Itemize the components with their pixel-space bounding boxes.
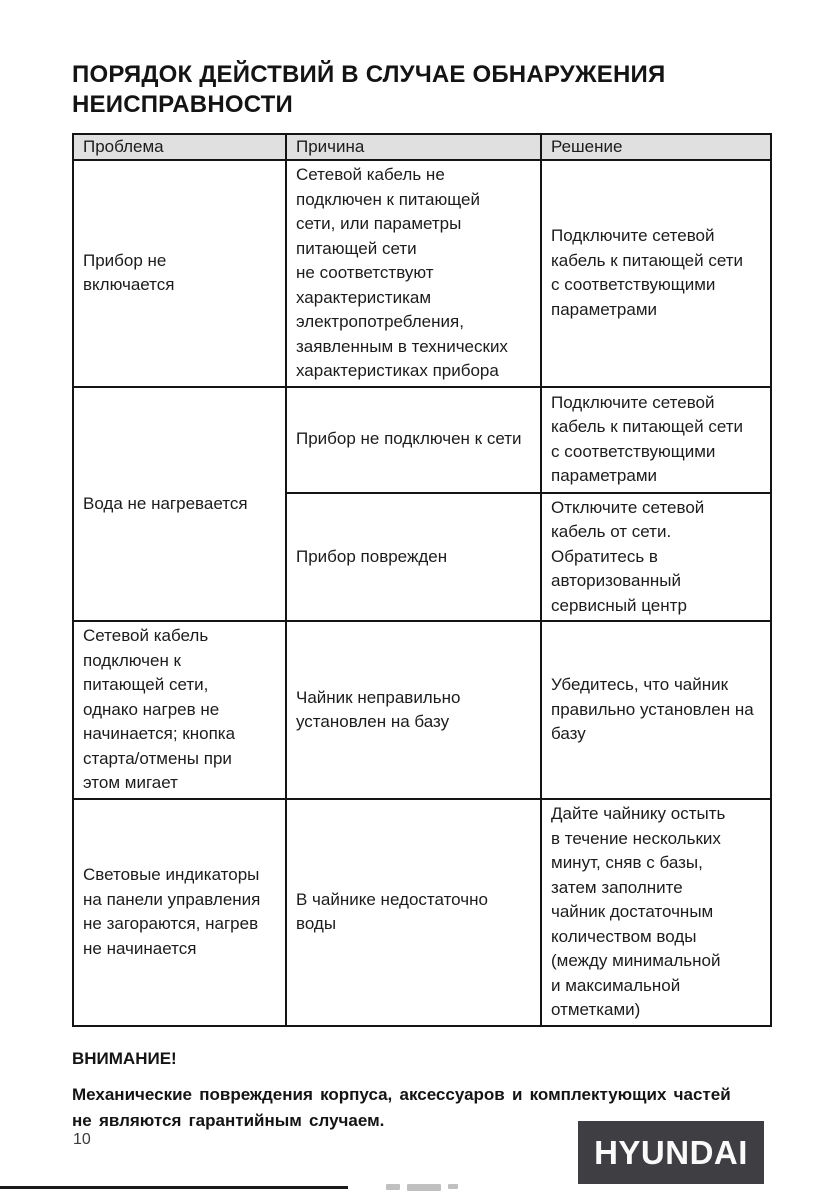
- page-content: [72, 60, 770, 1134]
- solution-cell: Подключите сетевой кабель к питающей сети с соответствующими параметрами: [541, 387, 771, 493]
- scan-artifact: [386, 1184, 458, 1191]
- cause-cell: Прибор поврежден: [286, 493, 541, 622]
- problem-cell: Сетевой кабель подключен к питающей сети, однако нагрев не начинается; кнопка старта/отмены при этом мигает: [73, 621, 286, 799]
- table-header-row: [73, 134, 771, 160]
- cause-cell: В чайнике недостаточно воды: [286, 799, 541, 1026]
- attention-text: Механические повреждения корпуса, аксессуаров и комплектующих частей не являются гарантийным случаем.: [72, 1084, 731, 1130]
- problem-cell: Прибор не включается: [73, 160, 286, 387]
- col-header-solution: Решение: [541, 134, 771, 160]
- page-number: 10: [73, 1131, 91, 1148]
- table-row: [73, 621, 771, 799]
- col-header-cause: Причина: [286, 134, 541, 160]
- solution-cell: Дайте чайнику остыть в течение нескольких минут, сняв с базы, затем заполните чайник достаточным количеством воды (между минимальной и максимальной отметками): [541, 799, 771, 1026]
- solution-cell: Подключите сетевой кабель к питающей сети с соответствующими параметрами: [541, 160, 771, 387]
- cause-cell: Чайник неправильно установлен на базу: [286, 621, 541, 799]
- cause-cell: Прибор не подключен к сети: [286, 387, 541, 493]
- cause-cell: Сетевой кабель не подключен к питающей сети, или параметры питающей сети не соответствуют характеристикам электропотребления, заявленным в технических характеристиках прибора: [286, 160, 541, 387]
- troubleshooting-table: [72, 133, 772, 1027]
- solution-cell: Убедитесь, что чайник правильно установлен на базу: [541, 621, 771, 799]
- hyundai-logo: [578, 1121, 764, 1184]
- solution-cell: Отключите сетевой кабель от сети. Обратитесь в авторизованный сервисный центр: [541, 493, 771, 622]
- table-row: [73, 799, 771, 1026]
- attention-heading: ВНИМАНИЕ!: [72, 1048, 177, 1068]
- page-bottom-rule: [0, 1186, 348, 1189]
- page-title: ПОРЯДОК ДЕЙСТВИЙ В СЛУЧАЕ ОБНАРУЖЕНИЯ НЕИСПРАВНОСТИ: [72, 61, 666, 118]
- hyundai-logo-text: HYUNDAI: [594, 1133, 748, 1171]
- problem-cell: Вода не нагревается: [73, 387, 286, 622]
- table-row: [73, 387, 771, 493]
- table-row: [73, 160, 771, 387]
- col-header-problem: Проблема: [73, 134, 286, 160]
- problem-cell: Световые индикаторы на панели управления не загораются, нагрев не начинается: [73, 799, 286, 1026]
